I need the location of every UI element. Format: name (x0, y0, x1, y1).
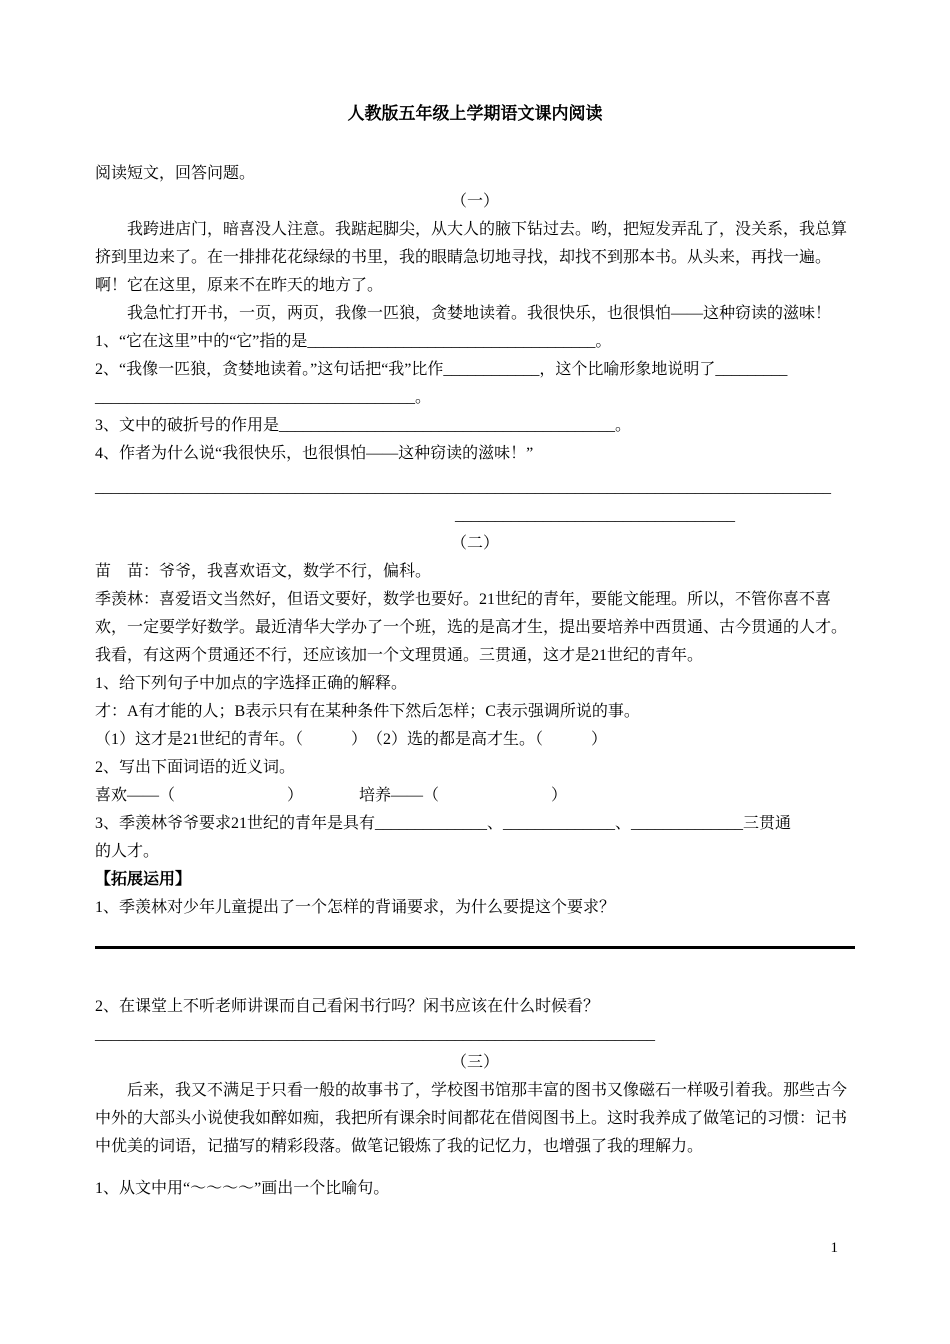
section1-question-2: 2、“我像一匹狼，贪婪地读着。”这句话把“我”比作____________，这个比喻形象地说明了_________ (95, 361, 788, 378)
section2-question-2: 2、写出下面词语的近义词。 (95, 759, 296, 776)
section1-question-1: 1、“它在这里”中的“它”指的是____________________________________。 (95, 333, 612, 350)
section2-heading: （二） (450, 535, 499, 552)
section2-question-2-blanks: 喜欢——（ ） 培养——（ ） (95, 787, 568, 804)
section1-question-4: 4、作者为什么说“我很快乐，也很惧怕——这种窃读的滋味！” (95, 445, 534, 462)
document-title: 人教版五年级上学期语文课内阅读 (347, 104, 603, 123)
section2-question-1: 1、给下列句子中加点的字选择正确的解释。 (95, 675, 408, 692)
section2-question-3-continuation: 的人才。 (95, 843, 160, 860)
section1-question-3: 3、文中的破折号的作用是__________________________________________。 (95, 417, 632, 434)
section1-paragraph-2: 我急忙打开书，一页，两页，我像一匹狼，贪婪地读着。我很快乐，也很惧怕——这种窃读的滋味！ (127, 305, 832, 322)
section1-heading: （一） (450, 193, 499, 210)
extension-question-2: 2、在课堂上不听老师讲课而自己看闲书行吗？闲书应该在什么时候看？ (95, 998, 600, 1015)
section2-question-1-options: 才：A有才能的人；B表示只有在某种条件下然后怎样；C表示强调所说的事。 (95, 703, 640, 720)
intro-text: 阅读短文，回答问题。 (95, 165, 256, 182)
section1-answer-blank-line-1: ____________________________________________________________________________________________ (95, 479, 831, 496)
page-number: 1 (830, 1240, 838, 1256)
section-divider-line (95, 946, 855, 949)
section2-question-1-items: （1）这才是21世纪的青年。（ ） （2）选的都是高才生。（ ） (95, 731, 608, 748)
section2-dialogue-miaomiao: 苗 苗：爷爷，我喜欢语文，数学不行，偏科。 (95, 563, 432, 580)
section3-question-1: 1、从文中用“～～～～”画出一个比喻句。 (95, 1180, 390, 1197)
section2-question-3: 3、季羡林爷爷要求21世纪的青年是具有______________、______________、______________三贯通 (95, 815, 792, 832)
extension-question-2-blank-line: ______________________________________________________________________ (95, 1026, 655, 1043)
extension-question-1: 1、季羡林对少年儿童提出了一个怎样的背诵要求，为什么要提这个要求？ (95, 899, 616, 916)
section2-dialogue-jixianlin: 季羡林：喜爱语文当然好，但语文要好，数学也要好。21世纪的青年，要能文能理。所以，不管你喜不喜欢，一定要学好数学。最近清华大学办了一个班，选的是高才生，提出要培养中西贯通、古今贯通的人才。我看，有这两个贯通还不行，还应该加一个文理贯通。三贯通，这才是21世纪的青年。 (95, 591, 848, 664)
extension-section-header: 【拓展运用】 (95, 871, 192, 888)
section1-paragraph-1: 我跨进店门，暗喜没人注意。我踮起脚尖，从大人的腋下钻过去。哟，把短发弄乱了，没关系，我总算挤到里边来了。在一排排花花绿绿的书里，我的眼睛急切地寻找，却找不到那本书。从头来，再找一遍。啊！它在这里，原来不在昨天的地方了。 (95, 221, 848, 294)
section3-paragraph: 后来，我又不满足于只看一般的故事书了，学校图书馆那丰富的图书又像磁石一样吸引着我。那些古今中外的大部头小说使我如醉如痴，我把所有课余时间都花在借阅图书上。这时我养成了做笔记的习惯：记书中优美的词语，记描写的精彩段落。做笔记锻炼了我的记忆力，也增强了我的理解力。 (95, 1082, 848, 1155)
section1-question-2-blank-line: ________________________________________。 (95, 389, 432, 406)
section3-heading: （三） (450, 1054, 499, 1071)
section1-answer-blank-line-2: ___________________________________ (455, 507, 735, 524)
